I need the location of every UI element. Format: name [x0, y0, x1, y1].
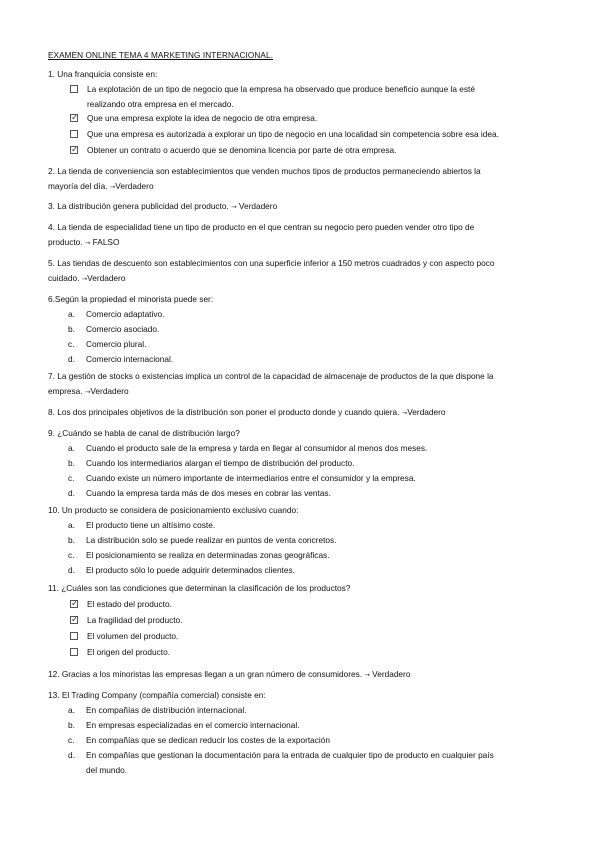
q11-option-2[interactable]: ✓ La fragilidad del producto. — [70, 613, 557, 628]
checkbox-checked[interactable] — [70, 114, 78, 122]
checkbox-unchecked[interactable] — [70, 648, 78, 656]
question-9: 9. ¿Cuándo se habla de canal de distribución largo? — [48, 428, 240, 438]
checkbox-unchecked[interactable] — [70, 632, 78, 640]
q13-option-a: a. En compañías de distribución internacional. — [68, 705, 247, 715]
question-6: 6.Según la propiedad el minorista puede ser: — [48, 294, 214, 304]
checkbox-checked[interactable] — [70, 616, 78, 624]
question-12: 12. Gracias a los minoristas las empresas llegan a un gran número de consumidores. → Verdadero — [48, 669, 411, 679]
question-1: 1. Una franquicia consiste en: — [48, 69, 158, 79]
checkbox-checked[interactable] — [70, 146, 78, 154]
q11-option-3[interactable]: El volumen del producto. — [70, 629, 557, 644]
q13-option-d: d. En compañías que gestionan la documentación para la entrada de cualquier tipo de producto en cualquier país del mundo. — [68, 750, 494, 775]
q6-option-c: c. Comercio plural. — [68, 339, 147, 349]
arrow-icon: → — [84, 239, 91, 247]
arrow-icon: → — [109, 183, 116, 191]
q9-option-b: b. Cuando los intermediarios alargan el tiempo de distribución del producto. — [68, 458, 355, 468]
arrow-icon: → — [84, 388, 91, 396]
question-4: 4. La tienda de especialidad tiene un tipo de producto en el que centran su negocio pero pueden vender otro tipo de producto. → FALSO — [48, 222, 475, 247]
q10-option-b: b. La distribución solo se puede realizar en puntos de venta concretos. — [68, 535, 337, 545]
checkbox-checked[interactable] — [70, 600, 78, 608]
q1-option-3[interactable]: Que una empresa es autorizada a explorar un tipo de negocio en una localidad sin competencia sobre esa idea. — [70, 127, 557, 142]
q10-option-d: d. El producto sólo lo puede adquirir determinados clientes. — [68, 565, 295, 575]
q1-option-1[interactable]: La explotación de un tipo de negocio que la empresa ha observado que produce beneficio aunque la esté realizando otra empresa en el mercado. — [70, 82, 557, 112]
q1-option-4[interactable]: ✓ Obtener un contrato o acuerdo que se denomina licencia por parte de otra empresa. — [70, 143, 557, 158]
question-7: 7. La gestión de stocks o existencias implica un control de la capacidad de almacenaje de productos de la que dispone la empresa. →Verdadero — [48, 371, 494, 396]
q11-option-1[interactable]: ✓ El estado del producto. — [70, 597, 557, 612]
q6-option-b: b. Comercio asociado. — [68, 324, 160, 334]
arrow-icon: → — [231, 203, 237, 211]
arrow-icon: → — [364, 671, 370, 679]
checkbox-unchecked[interactable] — [70, 130, 78, 138]
question-11: 11. ¿Cuáles son las condiciones que determinan la clasificación de los productos? — [48, 583, 351, 593]
checkbox-unchecked[interactable] — [70, 85, 78, 93]
question-8: 8. Los dos principales objetivos de la distribución son poner el producto donde y cuando quiera. →Verdadero — [48, 407, 446, 417]
q1-option-2[interactable]: ✓ Que una empresa explote la idea de negocio de otra empresa. — [70, 111, 557, 126]
q10-option-a: a. El producto tiene un altísimo coste. — [68, 520, 216, 530]
q9-option-c: c. Cuando existe un número importante de intermediarios entre el consumidor y la empresa. — [68, 473, 416, 483]
arrow-icon: → — [401, 409, 408, 417]
answer: Verdadero — [87, 273, 126, 283]
question-2: 2. La tienda de conveniencia son establecimientos que venden muchos tipos de productos permaneciendo abiertos la mayoría del día. →Verdadero — [48, 166, 481, 191]
document-title: EXAMEN ONLINE TEMA 4 MARKETING INTERNACIONAL. — [48, 51, 273, 60]
q10-option-c: c. El posicionamiento se realiza en determinadas zonas geográficas. — [68, 550, 330, 560]
answer: Verdadero — [90, 386, 129, 396]
answer: FALSO — [92, 237, 120, 247]
answer: Verdadero — [238, 201, 278, 211]
q9-option-a: a. Cuando el producto sale de la empresa y tarda en llegar al consumidor al menos dos meses. — [68, 443, 428, 453]
arrow-icon: → — [81, 275, 88, 283]
question-10: 10. Un producto se considera de posicionamiento exclusivo cuando: — [48, 505, 299, 515]
q13-option-b: b. En empresas especializadas en el comercio internacional. — [68, 720, 300, 730]
question-5: 5. Las tiendas de descuento son establecimientos con una superficie inferior a 150 metros cuadrados y con aspecto poco cuidado. →Verdadero — [48, 258, 495, 283]
question-13: 13. El Trading Company (compañía comercial) consiste en: — [48, 690, 266, 700]
q6-option-d: d. Comercio internacional. — [68, 354, 174, 364]
q11-option-4[interactable]: El origen del producto. — [70, 645, 557, 660]
answer: Verdadero — [115, 181, 154, 191]
question-3: 3. La distribución genera publicidad del producto. → Verdadero — [48, 201, 278, 211]
q9-option-d: d. Cuando la empresa tarda más de dos meses en cobrar las ventas. — [68, 488, 331, 498]
q13-option-c: c. En compañías que se dedican reducir los costes de la exportación — [68, 735, 330, 745]
answer: Verdadero — [407, 407, 446, 417]
answer: Verdadero — [372, 669, 411, 679]
q6-option-a: a. Comercio adaptativo. — [68, 309, 165, 319]
